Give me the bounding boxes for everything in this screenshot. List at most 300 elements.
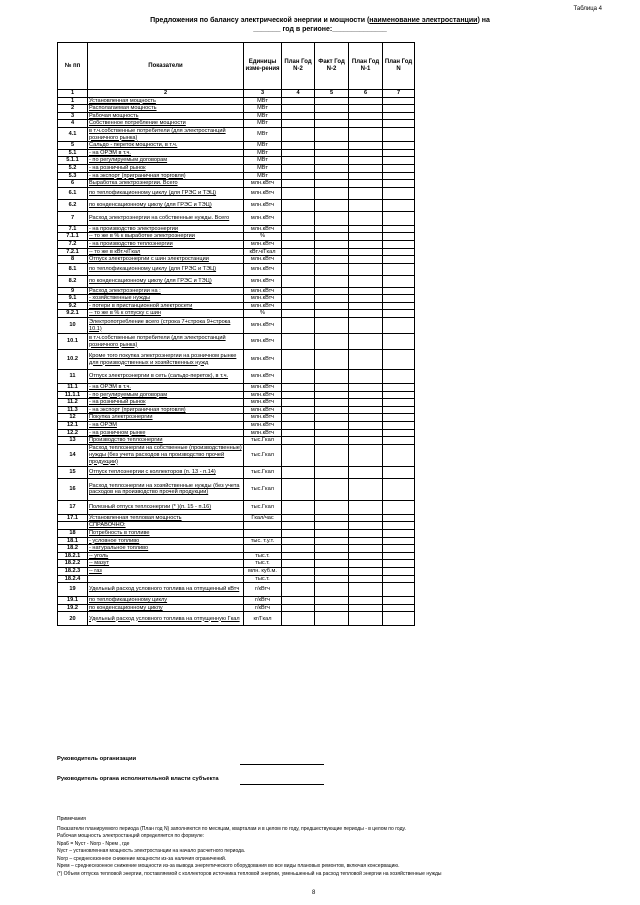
table-row	[58, 384, 415, 392]
row-unit: тыс.Гкал	[244, 500, 282, 514]
row-number: 18.2.1	[58, 552, 88, 560]
value-fact-n2	[315, 575, 349, 583]
table-row	[58, 530, 415, 538]
row-unit: млн. куб.м.	[244, 567, 282, 575]
row-unit: млн.кВтч	[244, 180, 282, 188]
value-plan-n	[383, 142, 415, 150]
value-plan-n1	[349, 422, 383, 430]
row-indicator: - хозяйственные нужды	[88, 295, 244, 303]
value-plan-n2	[282, 414, 315, 422]
value-fact-n2	[315, 263, 349, 275]
value-plan-n1	[349, 583, 383, 597]
value-plan-n	[383, 444, 415, 466]
value-plan-n1	[349, 466, 383, 478]
row-indicator: Собственное потребление мощности	[88, 120, 244, 128]
value-fact-n2	[315, 120, 349, 128]
value-fact-n2	[315, 157, 349, 165]
value-plan-n2	[282, 97, 315, 105]
value-plan-n	[383, 422, 415, 430]
row-unit: МВт	[244, 172, 282, 180]
header-num: № пп	[58, 43, 88, 90]
table-row	[58, 406, 415, 414]
value-plan-n2	[282, 187, 315, 199]
row-indicator: - натуральное топливо	[88, 545, 244, 553]
table-row	[58, 310, 415, 318]
value-plan-n	[383, 406, 415, 414]
row-unit	[244, 522, 282, 530]
table-row	[58, 414, 415, 422]
row-number: 12.1	[58, 422, 88, 430]
value-plan-n1	[349, 537, 383, 545]
value-plan-n2	[282, 287, 315, 295]
row-unit: млн.кВтч	[244, 287, 282, 295]
row-indicator: - на экспорт (приграничная торговля)	[88, 406, 244, 414]
table-row	[58, 172, 415, 180]
value-plan-n2	[282, 105, 315, 113]
row-indicator: - на экспорт (приграничная торговля)	[88, 172, 244, 180]
value-plan-n1	[349, 500, 383, 514]
value-plan-n1	[349, 522, 383, 530]
note-line: Npa6 = Nуст - Nогр - Nрем , где	[57, 840, 130, 847]
note-line: Рабочая мощность электростанций определяется по формуле:	[57, 833, 205, 839]
table-row	[58, 287, 415, 295]
value-plan-n	[383, 399, 415, 407]
header-row	[58, 43, 415, 90]
row-indicator: Выработка электроэнергии. Всего	[88, 180, 244, 188]
row-number: 15	[58, 466, 88, 478]
value-plan-n1	[349, 444, 383, 466]
row-indicator: Отпуск электроэнергии в сеть (сальдо-переток), в т.ч.	[88, 370, 244, 384]
row-indicator: - на ОРЭМ в т.ч.	[88, 384, 244, 392]
value-plan-n2	[282, 514, 315, 522]
value-plan-n	[383, 233, 415, 241]
table-row	[58, 263, 415, 275]
row-indicator: Отпуск электроэнергии с шин электростанции	[88, 256, 244, 264]
row-unit: МВт	[244, 112, 282, 120]
row-indicator: Производство теплоэнергии	[88, 437, 244, 445]
value-fact-n2	[315, 604, 349, 612]
value-plan-n	[383, 384, 415, 392]
table-row	[58, 370, 415, 384]
value-plan-n2	[282, 295, 315, 303]
header-unit: Единицы изме-рения	[244, 43, 282, 90]
value-plan-n1	[349, 142, 383, 150]
row-indicator: - на производство электроэнергии	[88, 225, 244, 233]
value-plan-n	[383, 429, 415, 437]
value-plan-n2	[282, 180, 315, 188]
signature-line-exec	[240, 784, 324, 785]
value-plan-n2	[282, 537, 315, 545]
value-fact-n2	[315, 429, 349, 437]
value-plan-n2	[282, 478, 315, 500]
value-plan-n2	[282, 583, 315, 597]
table-row	[58, 437, 415, 445]
table-row	[58, 429, 415, 437]
value-plan-n1	[349, 560, 383, 568]
row-number: 13	[58, 437, 88, 445]
value-plan-n1	[349, 406, 383, 414]
value-plan-n2	[282, 399, 315, 407]
value-plan-n1	[349, 310, 383, 318]
table-row	[58, 120, 415, 128]
row-number: 8.2	[58, 275, 88, 287]
value-fact-n2	[315, 112, 349, 120]
value-plan-n1	[349, 287, 383, 295]
row-unit: млн.кВтч	[244, 399, 282, 407]
row-number: 18.2.3	[58, 567, 88, 575]
value-fact-n2	[315, 567, 349, 575]
note-line: Nрем – среднесезонное снижение мощности из-за вывода энергетического оборудования во все виды плановых ремонтов, включая консервацию.	[57, 863, 400, 869]
row-indicator: Полезный отпуск теплоэнергии (* )(п. 15 - п.16)	[88, 500, 244, 514]
value-fact-n2	[315, 391, 349, 399]
value-fact-n2	[315, 437, 349, 445]
table-row	[58, 248, 415, 256]
row-unit: МВт	[244, 149, 282, 157]
value-plan-n1	[349, 295, 383, 303]
value-plan-n2	[282, 112, 315, 120]
row-unit: млн.кВтч	[244, 187, 282, 199]
row-unit: тыс.т.	[244, 552, 282, 560]
value-plan-n	[383, 287, 415, 295]
value-plan-n1	[349, 552, 383, 560]
value-plan-n1	[349, 211, 383, 225]
row-number: 12.2	[58, 429, 88, 437]
value-plan-n2	[282, 406, 315, 414]
row-unit: МВт	[244, 164, 282, 172]
row-number: 9.2	[58, 302, 88, 310]
row-unit: млн.кВтч	[244, 225, 282, 233]
row-unit: тыс.Гкал	[244, 444, 282, 466]
row-number: 4.1	[58, 127, 88, 141]
table-row	[58, 180, 415, 188]
value-plan-n	[383, 157, 415, 165]
row-indicator: Удельный расход условного топлива на отпущенный кВтч	[88, 583, 244, 597]
row-number: 7	[58, 211, 88, 225]
value-plan-n1	[349, 275, 383, 287]
table-row	[58, 545, 415, 553]
value-plan-n1	[349, 437, 383, 445]
notes-heading: Примечания	[57, 816, 86, 822]
value-plan-n1	[349, 120, 383, 128]
row-indicator: Покупка электроэнергии	[88, 414, 244, 422]
value-plan-n	[383, 120, 415, 128]
notes-section	[57, 816, 577, 878]
value-plan-n1	[349, 302, 383, 310]
row-unit: млн.кВтч	[244, 240, 282, 248]
row-indicator: Установленная мощность	[88, 97, 244, 105]
value-plan-n2	[282, 429, 315, 437]
value-plan-n2	[282, 612, 315, 626]
row-number: 10.2	[58, 350, 88, 370]
value-plan-n1	[349, 180, 383, 188]
row-unit: млн.кВтч	[244, 370, 282, 384]
row-indicator: Потребность в топливе	[88, 530, 244, 538]
value-plan-n	[383, 545, 415, 553]
row-unit: млн.кВтч	[244, 318, 282, 334]
row-number: 18.2	[58, 545, 88, 553]
value-plan-n1	[349, 97, 383, 105]
table-row	[58, 157, 415, 165]
value-fact-n2	[315, 552, 349, 560]
row-unit: г/кВтч	[244, 604, 282, 612]
value-plan-n2	[282, 545, 315, 553]
table-row	[58, 597, 415, 605]
balance-table	[57, 42, 415, 626]
value-plan-n	[383, 180, 415, 188]
note-line: Nуст – установленная мощность электростанции на начало расчетного периода.	[57, 848, 246, 854]
row-number: 20	[58, 612, 88, 626]
value-fact-n2	[315, 384, 349, 392]
value-plan-n2	[282, 567, 315, 575]
row-unit: млн.кВтч	[244, 334, 282, 350]
table-row	[58, 537, 415, 545]
value-plan-n	[383, 350, 415, 370]
value-plan-n2	[282, 149, 315, 157]
table-row	[58, 444, 415, 466]
value-plan-n2	[282, 530, 315, 538]
row-indicator: по конденсационному циклу	[88, 604, 244, 612]
value-plan-n	[383, 522, 415, 530]
row-number: 7.2.1	[58, 248, 88, 256]
row-unit: МВт	[244, 97, 282, 105]
table-number-label: Таблица 4	[573, 6, 602, 12]
row-indicator: Электропотребление всего (строка 7+строка 9+строка 10.1)	[88, 318, 244, 334]
value-fact-n2	[315, 233, 349, 241]
value-plan-n2	[282, 302, 315, 310]
value-fact-n2	[315, 295, 349, 303]
row-indicator: Удельный расход условного топлива на отпущенную Гкал	[88, 612, 244, 626]
table-row	[58, 302, 415, 310]
table-row	[58, 391, 415, 399]
value-plan-n1	[349, 199, 383, 211]
value-plan-n	[383, 500, 415, 514]
value-fact-n2	[315, 302, 349, 310]
value-plan-n	[383, 537, 415, 545]
row-number: 7.1.1	[58, 233, 88, 241]
value-plan-n2	[282, 391, 315, 399]
value-plan-n1	[349, 334, 383, 350]
document-title	[40, 16, 600, 34]
row-unit: МВт	[244, 120, 282, 128]
page-number: 8	[312, 890, 316, 896]
row-indicator: - по регулируемым договорам	[88, 157, 244, 165]
value-plan-n2	[282, 248, 315, 256]
table-row	[58, 127, 415, 141]
row-indicator: в т.ч.собственные потребители (для электростанций розничного рынка)	[88, 334, 244, 350]
row-unit	[244, 530, 282, 538]
row-indicator: - на ОРЭМ в т.ч.	[88, 149, 244, 157]
table-row	[58, 612, 415, 626]
table-row	[58, 233, 415, 241]
value-plan-n2	[282, 275, 315, 287]
row-indicator: - потери в пристанционной электросети	[88, 302, 244, 310]
row-number: 5.3	[58, 172, 88, 180]
col-number: 6	[349, 90, 383, 98]
row-unit: тыс.Гкал	[244, 478, 282, 500]
row-indicator: Расход теплоэнергии на собственные (производственные) нужды (без учета расходов на производство прочей продукции)	[89, 445, 242, 465]
value-plan-n	[383, 597, 415, 605]
value-plan-n1	[349, 233, 383, 241]
table-row	[58, 399, 415, 407]
value-fact-n2	[315, 422, 349, 430]
value-fact-n2	[315, 530, 349, 538]
value-plan-n1	[349, 384, 383, 392]
value-fact-n2	[315, 560, 349, 568]
table-row	[58, 240, 415, 248]
col-number: 7	[383, 90, 415, 98]
value-plan-n	[383, 370, 415, 384]
value-plan-n1	[349, 478, 383, 500]
value-fact-n2	[315, 149, 349, 157]
title-prefix: Предложения по балансу электрической энергии и мощности (	[150, 17, 370, 24]
value-plan-n1	[349, 164, 383, 172]
value-plan-n1	[349, 263, 383, 275]
value-plan-n	[383, 105, 415, 113]
value-fact-n2	[315, 350, 349, 370]
value-plan-n	[383, 302, 415, 310]
value-plan-n1	[349, 575, 383, 583]
row-number: 5.1.1	[58, 157, 88, 165]
row-unit: %	[244, 310, 282, 318]
value-plan-n1	[349, 172, 383, 180]
value-fact-n2	[315, 256, 349, 264]
value-fact-n2	[315, 334, 349, 350]
value-plan-n	[383, 248, 415, 256]
row-unit: млн.кВтч	[244, 406, 282, 414]
value-plan-n	[383, 164, 415, 172]
value-plan-n	[383, 514, 415, 522]
value-plan-n1	[349, 248, 383, 256]
row-unit: тыс.т.	[244, 560, 282, 568]
value-plan-n1	[349, 429, 383, 437]
row-unit: тыс.Гкал	[244, 437, 282, 445]
row-number: 19.2	[58, 604, 88, 612]
table-row	[58, 514, 415, 522]
value-fact-n2	[315, 97, 349, 105]
value-plan-n	[383, 295, 415, 303]
value-fact-n2	[315, 199, 349, 211]
row-number: 12	[58, 414, 88, 422]
row-number: 11.2	[58, 399, 88, 407]
value-plan-n1	[349, 414, 383, 422]
value-plan-n2	[282, 350, 315, 370]
row-unit: млн.кВтч	[244, 350, 282, 370]
title-year-region: _______ год в регионе:______________	[253, 26, 387, 33]
value-plan-n1	[349, 597, 383, 605]
value-fact-n2	[315, 225, 349, 233]
col-number: 3	[244, 90, 282, 98]
row-number: 1	[58, 97, 88, 105]
value-fact-n2	[315, 127, 349, 141]
table-row	[58, 500, 415, 514]
value-plan-n2	[282, 164, 315, 172]
value-plan-n1	[349, 240, 383, 248]
row-unit: млн.кВтч	[244, 302, 282, 310]
table-row	[58, 256, 415, 264]
value-plan-n	[383, 275, 415, 287]
row-unit: млн.кВтч	[244, 263, 282, 275]
row-number: 9.2.1	[58, 310, 88, 318]
row-number: 5.1	[58, 149, 88, 157]
value-plan-n1	[349, 225, 383, 233]
row-unit: тыс. т.у.т.	[244, 537, 282, 545]
value-fact-n2	[315, 537, 349, 545]
title-station-placeholder: наименование электростанции	[369, 17, 478, 24]
value-fact-n2	[315, 414, 349, 422]
value-plan-n2	[282, 310, 315, 318]
row-indicator: - на производство теплоэнергии	[88, 240, 244, 248]
table-row	[58, 187, 415, 199]
header-plan-n: План Год N	[383, 43, 415, 90]
table-row	[58, 567, 415, 575]
value-plan-n1	[349, 514, 383, 522]
note-line: Nогр – среднесезонное снижение мощности из-за наличия ограничений.	[57, 855, 227, 862]
value-plan-n	[383, 334, 415, 350]
header-plan-n2: План Год N-2	[282, 43, 315, 90]
row-unit	[244, 545, 282, 553]
row-indicator: по конденсационному циклу (для ГРЭС и ТЭЦ)	[88, 199, 244, 211]
value-plan-n1	[349, 105, 383, 113]
column-number-row	[58, 90, 415, 98]
value-plan-n2	[282, 466, 315, 478]
value-plan-n	[383, 478, 415, 500]
row-number: 6.2	[58, 199, 88, 211]
value-plan-n2	[282, 225, 315, 233]
value-fact-n2	[315, 248, 349, 256]
value-plan-n	[383, 112, 415, 120]
value-plan-n2	[282, 500, 315, 514]
row-unit: МВт	[244, 105, 282, 113]
value-fact-n2	[315, 187, 349, 199]
value-plan-n	[383, 391, 415, 399]
table-row	[58, 522, 415, 530]
value-plan-n2	[282, 127, 315, 141]
row-indicator: - условное топливо	[88, 537, 244, 545]
table-row	[58, 105, 415, 113]
value-plan-n2	[282, 199, 315, 211]
value-plan-n	[383, 612, 415, 626]
value-fact-n2	[315, 399, 349, 407]
row-unit: млн.кВтч	[244, 422, 282, 430]
value-fact-n2	[315, 172, 349, 180]
row-number: 17.1	[58, 514, 88, 522]
value-plan-n1	[349, 149, 383, 157]
table-row	[58, 466, 415, 478]
row-number: 7.1	[58, 225, 88, 233]
row-unit: млн.кВтч	[244, 275, 282, 287]
value-plan-n2	[282, 233, 315, 241]
col-number: 4	[282, 90, 315, 98]
value-fact-n2	[315, 240, 349, 248]
value-fact-n2	[315, 500, 349, 514]
value-plan-n	[383, 97, 415, 105]
value-plan-n1	[349, 187, 383, 199]
row-number: 3	[58, 112, 88, 120]
value-plan-n2	[282, 318, 315, 334]
table-row	[58, 112, 415, 120]
col-number: 1	[58, 90, 88, 98]
value-plan-n2	[282, 240, 315, 248]
value-fact-n2	[315, 164, 349, 172]
value-plan-n2	[282, 437, 315, 445]
value-fact-n2	[315, 466, 349, 478]
row-unit: кг/Гкал	[244, 612, 282, 626]
value-plan-n	[383, 530, 415, 538]
value-plan-n1	[349, 318, 383, 334]
value-plan-n	[383, 567, 415, 575]
row-indicator: - на розничный рынок	[88, 164, 244, 172]
row-unit: МВт	[244, 157, 282, 165]
